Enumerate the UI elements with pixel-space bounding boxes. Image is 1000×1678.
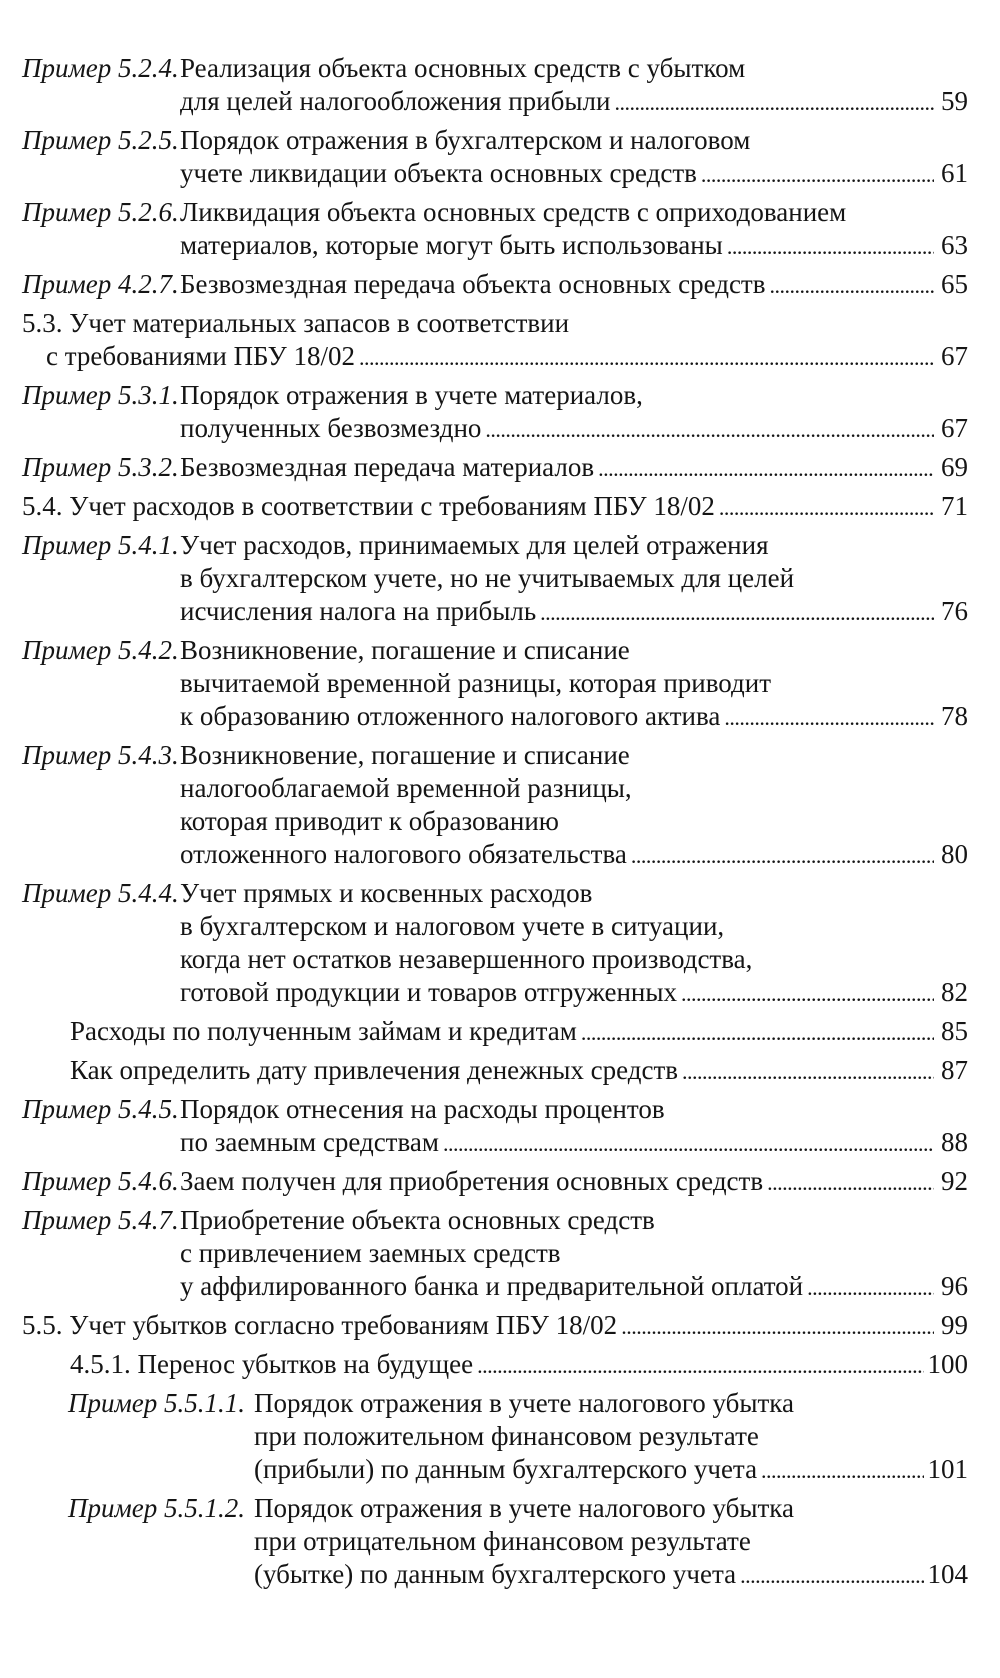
leader-dots xyxy=(724,700,934,734)
toc-entry-label: Пример 5.2.4. xyxy=(22,53,179,83)
toc-entry[interactable] xyxy=(22,1348,968,1382)
toc-entry-title-line: по заемным средствам xyxy=(180,1127,439,1157)
toc-entry-title-line: Ликвидация объекта основных средств с оприходованием xyxy=(180,197,847,227)
toc-page-number: 87 xyxy=(941,1055,968,1085)
leader-dots xyxy=(485,412,934,446)
leader-dots xyxy=(477,1348,923,1382)
toc-entry[interactable] xyxy=(22,634,968,734)
toc-page-number: 99 xyxy=(941,1310,968,1340)
toc-entry-title-line: Реализация объекта основных средств с убытком xyxy=(180,53,746,83)
toc-page-number: 88 xyxy=(941,1127,968,1157)
leader-dots xyxy=(631,838,934,872)
toc-entry[interactable] xyxy=(22,1309,968,1343)
toc-entry-title-line: Учет расходов, принимаемых для целей отражения xyxy=(180,530,769,560)
toc-entry-label: Пример 4.2.7. xyxy=(22,269,179,299)
toc-page-number: 78 xyxy=(941,701,968,731)
toc-entry-title-line: исчисления налога на прибыль xyxy=(180,596,537,626)
toc-entry-title-line: 4.5.1. Перенос убытков на будущее xyxy=(70,1349,474,1379)
toc-entry-title-line: когда нет остатков незавершенного производства, xyxy=(180,944,753,974)
toc-entry[interactable] xyxy=(22,379,968,446)
toc-page-number: 101 xyxy=(927,1454,968,1484)
leader-dots xyxy=(359,340,934,374)
toc-page-number: 85 xyxy=(941,1016,968,1046)
leader-dots xyxy=(701,157,934,191)
toc-entry-label: Пример 5.5.1.2. xyxy=(68,1493,245,1523)
leader-dots xyxy=(598,451,934,485)
toc-entry[interactable] xyxy=(22,1492,968,1592)
leader-dots xyxy=(581,1015,934,1049)
toc-entry-title-line: Приобретение объекта основных средств xyxy=(180,1205,655,1235)
leader-dots xyxy=(443,1126,934,1160)
toc-entry-title-line: готовой продукции и товаров отгруженных xyxy=(180,977,678,1007)
toc-entry-label: Пример 5.4.2. xyxy=(22,635,179,665)
toc-entry[interactable] xyxy=(22,1204,968,1304)
leader-dots xyxy=(614,85,934,119)
toc-page-number: 80 xyxy=(941,839,968,869)
toc-entry[interactable] xyxy=(22,268,968,302)
toc-page-number: 76 xyxy=(941,596,968,626)
toc-entry-label: Пример 5.4.6. xyxy=(22,1166,179,1196)
toc-entry[interactable] xyxy=(22,1165,968,1199)
toc-entry[interactable] xyxy=(22,490,968,524)
toc-entry-label: Пример 5.4.5. xyxy=(22,1094,179,1124)
toc-entry-title-line: полученных безвозмездно xyxy=(180,413,482,443)
toc-entry-title-line: вычитаемой временной разницы, которая приводит xyxy=(180,668,771,698)
toc-entry-title-line: (убытке) по данным бухгалтерского учета xyxy=(254,1559,737,1589)
leader-dots xyxy=(769,268,934,302)
toc-entry-title-line: в бухгалтерском и налоговом учете в ситуации, xyxy=(180,911,725,941)
toc-entry[interactable] xyxy=(22,451,968,485)
toc-entry[interactable] xyxy=(22,529,968,629)
toc-entry-title-line: Порядок отражения в учете налогового убытка xyxy=(254,1493,794,1523)
toc-entry-title-line: Учет прямых и косвенных расходов xyxy=(180,878,593,908)
toc-entry-title-line: Порядок отражения в бухгалтерском и налоговом xyxy=(180,125,751,155)
toc-entry[interactable] xyxy=(22,307,968,374)
leader-dots xyxy=(681,976,934,1010)
leader-dots xyxy=(767,1165,934,1199)
toc-entry-label: Пример 5.2.5. xyxy=(22,125,179,155)
toc-entry[interactable] xyxy=(22,1387,968,1487)
leader-dots xyxy=(740,1558,923,1592)
toc-entry-label: Пример 5.4.1. xyxy=(22,530,179,560)
toc-page-number: 63 xyxy=(941,230,968,260)
toc-entry-title-line: для целей налогообложения прибыли xyxy=(180,86,611,116)
leader-dots xyxy=(761,1453,923,1487)
toc-entry-title-line: с привлечением заемных средств xyxy=(180,1238,561,1268)
toc-entry-title-line: с требованиями ПБУ 18/02 xyxy=(46,341,355,371)
toc-entry-label: Пример 5.3.2. xyxy=(22,452,179,482)
leader-dots xyxy=(719,490,934,524)
toc-page-number: 92 xyxy=(941,1166,968,1196)
toc-entry-title-line: при отрицательном финансовом результате xyxy=(254,1526,751,1556)
toc-entry-title-line: налогооблагаемой временной разницы, xyxy=(180,773,632,803)
toc-page-number: 59 xyxy=(941,86,968,116)
toc-entry-title-line: Порядок отнесения на расходы процентов xyxy=(180,1094,665,1124)
toc-entry-title-line: 5.3. Учет материальных запасов в соответствии xyxy=(22,308,570,338)
toc-entry[interactable] xyxy=(22,1093,968,1160)
leader-dots xyxy=(682,1054,934,1088)
leader-dots xyxy=(807,1270,934,1304)
toc-page-number: 67 xyxy=(941,413,968,443)
toc-page-number: 61 xyxy=(941,158,968,188)
toc-page-number: 65 xyxy=(941,269,968,299)
toc-page-number: 82 xyxy=(941,977,968,1007)
toc-entry-title-line: Порядок отражения в учете налогового убытка xyxy=(254,1388,794,1418)
toc-page-number: 67 xyxy=(941,341,968,371)
toc-entry-title-line: учете ликвидации объекта основных средств xyxy=(180,158,697,188)
toc-entry-title-line: Как определить дату привлечения денежных средств xyxy=(70,1055,679,1085)
toc-entry-title-line: Безвозмездная передача материалов xyxy=(180,452,595,482)
leader-dots xyxy=(621,1309,934,1343)
toc-entry-title-line: 5.5. Учет убытков согласно требованиям ПБУ 18/02 xyxy=(22,1310,618,1340)
leader-dots xyxy=(727,229,934,263)
leader-dots xyxy=(540,595,934,629)
toc-entry[interactable] xyxy=(22,877,968,1010)
toc-entry-label: Пример 5.4.4. xyxy=(22,878,179,908)
toc-entry-title-line: материалов, которые могут быть использованы xyxy=(180,230,723,260)
toc-entry[interactable] xyxy=(22,739,968,872)
toc-entry[interactable] xyxy=(22,196,968,263)
toc-entry-title-line: Заем получен для приобретения основных средств xyxy=(180,1166,764,1196)
toc-entry-title-line: Возникновение, погашение и списание xyxy=(180,635,630,665)
toc-entry[interactable] xyxy=(22,124,968,191)
toc-entry-title-line: Возникновение, погашение и списание xyxy=(180,740,630,770)
toc-entry-title-line: Расходы по полученным займам и кредитам xyxy=(70,1016,577,1046)
toc-page-number: 69 xyxy=(941,452,968,482)
toc-page-number: 71 xyxy=(941,491,968,521)
toc-page-number: 96 xyxy=(941,1271,968,1301)
toc-entry-label: Пример 5.2.6. xyxy=(22,197,179,227)
toc-entry-title-line: в бухгалтерском учете, но не учитываемых для целей xyxy=(180,563,795,593)
toc-entry[interactable] xyxy=(22,1054,968,1088)
toc-entry-title-line: у аффилированного банка и предварительной оплатой xyxy=(180,1271,804,1301)
toc-entry-title-line: при положительном финансовом результате xyxy=(254,1421,759,1451)
table-of-contents xyxy=(22,52,968,1597)
toc-page-number: 104 xyxy=(927,1559,968,1589)
toc-entry-label: Пример 5.3.1. xyxy=(22,380,179,410)
toc-entry-title-line: которая приводит к образованию xyxy=(180,806,559,836)
toc-page-number: 100 xyxy=(927,1349,968,1379)
toc-entry[interactable] xyxy=(22,52,968,119)
toc-entry-label: Пример 5.4.7. xyxy=(22,1205,179,1235)
toc-entry-title-line: к образованию отложенного налогового актива xyxy=(180,701,721,731)
toc-entry-title-line: отложенного налогового обязательства xyxy=(180,839,627,869)
toc-entry-title-line: Безвозмездная передача объекта основных средств xyxy=(180,269,766,299)
toc-entry-title-line: 5.4. Учет расходов в соответствии с требованиям ПБУ 18/02 xyxy=(22,491,715,521)
toc-entry-label: Пример 5.4.3. xyxy=(22,740,179,770)
toc-entry-title-line: Порядок отражения в учете материалов, xyxy=(180,380,643,410)
toc-entry-title-line: (прибыли) по данным бухгалтерского учета xyxy=(254,1454,758,1484)
toc-entry-label: Пример 5.5.1.1. xyxy=(68,1388,245,1418)
toc-entry[interactable] xyxy=(22,1015,968,1049)
